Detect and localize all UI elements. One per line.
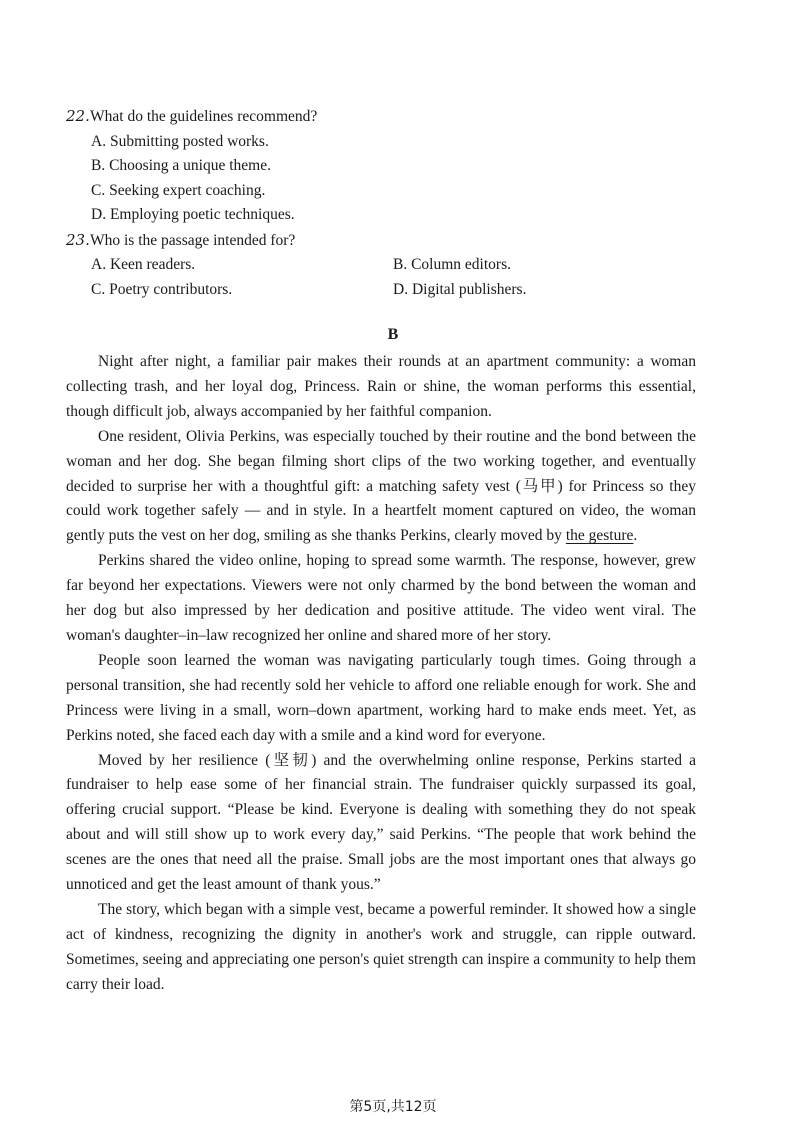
question-number: 22. [66,107,90,125]
option-23-b: B. Column editors. [393,256,511,273]
paragraph-6: The story, which began with a simple vest, became a powerful reminder. It showed how a single act of kindness, recognizing the dignity in another's work and struggle, can ripple outward. Sometimes, seeing and appreciating one person's quiet strength can inspire a community to help them carry their load. [66,900,696,993]
option-row [66,278,726,303]
option-22-b: B. Choosing a unique theme. [91,157,271,174]
question-number: 23. [66,230,90,249]
option-row [66,253,726,278]
option-23-c: C. Poetry contributors. [91,280,233,298]
paragraph-5: Moved by her resilience (坚韧) and the overwhelming online response, Perkins started a fundraiser to help ease some of her financial strain. The fundraiser quickly surpassed its goal, offering crucial support. “Please be kind. Everyone is dealing with something they do not speak about and will still show up to work every day,” said Perkins. “The people that work behind the scenes are the ones that need all the praise. Small jobs are the most important ones that always go unnoticed and get the least amount of thank yous.” [66,751,696,894]
option-22-d: D. Employing poetic techniques. [91,206,295,223]
paragraph-1: Night after night, a familiar pair makes their rounds at an apartment community: a woman collecting trash, and her loyal dog, Princess. Rain or shine, the woman performs this essential, though difficult job, always accompanied by her faithful companion. [66,353,696,420]
paragraph-2 [66,425,696,550]
question-22 [66,104,726,130]
reading-passage [66,350,696,998]
paragraph-2-end: . [633,527,638,545]
page-number: 第5页,共12页 [349,1099,437,1115]
paragraph-4: People soon learned the woman was navigating particularly tough times. Going through a personal transition, she had recently sold her vehicle to afford one reliable enough for work. She and Princess were living in a small, worn–down apartment, working hard to make ends meet. Yet, as Perkins noted, she faced each day with a smile and a kind word for everyone. [66,651,696,744]
paragraph-2-text: One resident, Olivia Perkins, was especially touched by their routine and the bond between the woman and her dog. She began filming short clips of the two working together, and eventually decided to surprise her with a thoughtful gift: a matching safety vest (马甲) for Princess so they could work together safely — and in style. In a heartfelt moment captured on video, the woman gently puts the vest on her dog, smiling as she thanks Perkins, clearly moved by [66,427,696,545]
option-22-a: A. Submitting posted works. [91,132,269,150]
paragraph-3: Perkins shared the video online, hoping to spread some warmth. The response, however, grew far beyond her expectations. Viewers were not only charmed by the bond between the woman and her dog but also impressed by her dedication and positive attitude. The video went viral. The woman's daughter–in–law recognized her online and shared more of her story. [66,552,696,644]
question-stem: What do the guidelines recommend? [90,108,318,125]
option-23-d: D. Digital publishers. [393,280,527,298]
question-23 [66,228,726,254]
questions-block [66,104,726,302]
option-23-a: A. Keen readers. [91,256,196,273]
section-heading: B [387,326,399,343]
option-22-c: C. Seeking expert coaching. [91,181,266,199]
question-stem: Who is the passage intended for? [90,231,296,249]
underlined-phrase: the gesture [565,527,634,545]
